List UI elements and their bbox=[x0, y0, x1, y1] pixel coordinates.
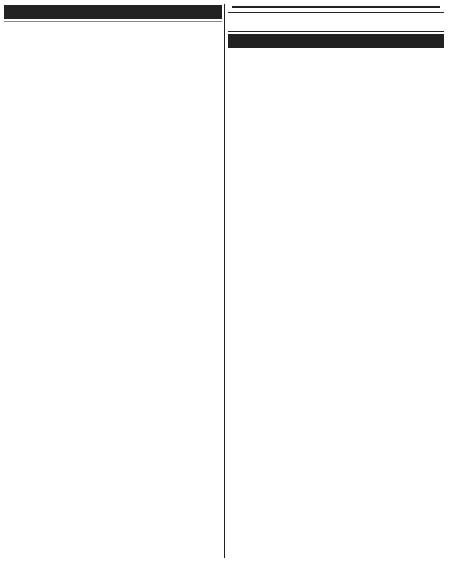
board-row bbox=[228, 12, 444, 32]
column-divider bbox=[224, 4, 225, 558]
question-instruction bbox=[4, 21, 222, 22]
subjective-info-bar bbox=[4, 5, 222, 19]
objective-section bbox=[228, 4, 444, 558]
subjective-section bbox=[4, 4, 222, 558]
objective-info-bar bbox=[228, 34, 444, 48]
paper-year-title bbox=[232, 4, 440, 8]
